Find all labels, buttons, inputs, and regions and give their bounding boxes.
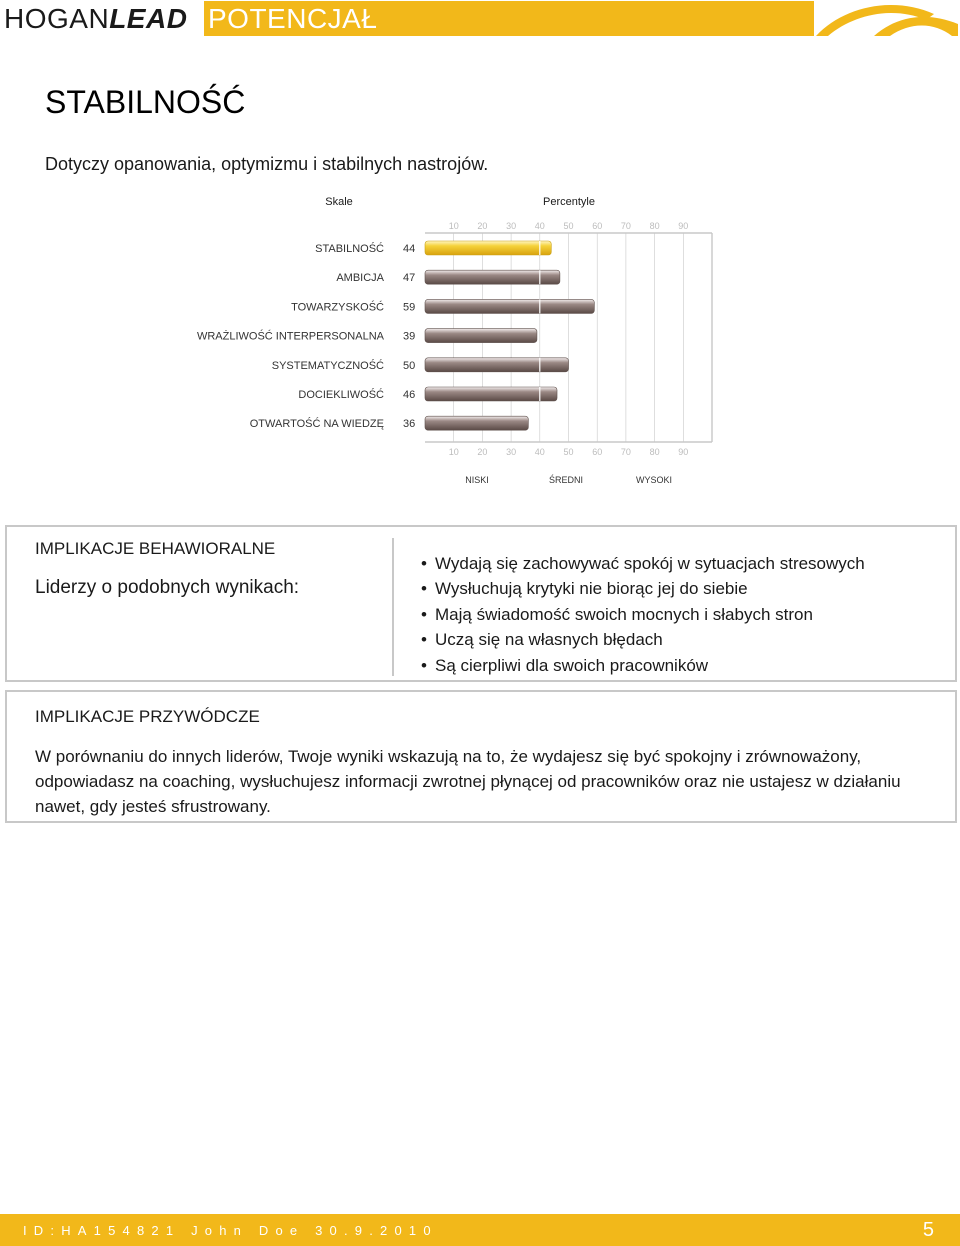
leadership-heading: IMPLIKACJE PRZYWÓDCZE xyxy=(35,707,260,726)
page-description: Dotyczy opanowania, optymizmu i stabilnych nastrojów. xyxy=(45,154,489,174)
tick-label-bottom: 50 xyxy=(563,447,574,457)
page-header xyxy=(0,0,960,36)
tick-label-top: 30 xyxy=(506,221,517,231)
score-value: 44 xyxy=(403,243,416,255)
behavioral-heading: IMPLIKACJE BEHAWIORALNE xyxy=(35,539,276,558)
scale-label: STABILNOŚĆ xyxy=(315,243,384,255)
list-item: • Uczą się na własnych błędach xyxy=(421,627,865,652)
tick-label-bottom: 80 xyxy=(649,447,660,457)
swoosh-logo-icon xyxy=(814,0,960,37)
tick-label-bottom: 90 xyxy=(678,447,689,457)
tick-label-bottom: 20 xyxy=(477,447,488,457)
page-footer xyxy=(0,1214,960,1246)
score-value: 59 xyxy=(403,301,416,314)
bar xyxy=(425,241,551,255)
panel-divider xyxy=(392,538,394,676)
bar xyxy=(425,416,528,430)
list-item: • Mają świadomość swoich mocnych i słabych stron xyxy=(421,602,865,627)
score-values xyxy=(403,243,415,430)
leadership-implications-panel xyxy=(5,690,957,823)
bar xyxy=(425,299,594,313)
scale-label: SYSTEMATYCZNOŚĆ xyxy=(271,359,384,372)
bar xyxy=(425,358,569,372)
tick-label-top: 50 xyxy=(563,221,574,231)
tick-label-top: 40 xyxy=(534,221,545,231)
leadership-text: W porównaniu do innych liderów, Twoje wyniki wskazują na to, że wydajesz się być spokojny i zrównoważony, odpowiadasz na coaching, wysłuchujesz informacji zwrotnej płynącej od pracowników oraz nie ustajesz w działaniu nawet, gdy jesteś sfrustrowany. xyxy=(35,747,901,816)
report-banner-label: POTENCJAŁ xyxy=(208,3,378,34)
score-value: 46 xyxy=(403,389,416,401)
page-title: STABILNOŚĆ xyxy=(45,84,246,120)
scale-label: AMBICJA xyxy=(336,272,384,285)
top-tick-labels xyxy=(449,221,689,231)
scale-label: DOCIEKLIWOŚĆ xyxy=(298,389,384,401)
tick-label-bottom: 70 xyxy=(620,447,631,457)
list-item: • Są cierpliwi dla swoich pracowników xyxy=(421,653,865,678)
footer-id-line: ID:HA154821 John Doe 30.9.2010 xyxy=(23,1223,438,1238)
report-banner xyxy=(204,1,814,36)
band-label: NISKI xyxy=(465,475,489,485)
tick-label-top: 60 xyxy=(592,221,603,231)
bar xyxy=(425,329,537,343)
behavioral-subheading: Liderzy o podobnych wynikach: xyxy=(35,577,300,598)
tick-label-bottom: 40 xyxy=(534,447,545,457)
logo-text-lead: LEAD xyxy=(109,3,188,34)
tick-label-top: 80 xyxy=(649,221,660,231)
tick-label-bottom: 10 xyxy=(448,447,459,457)
behavioral-implications-panel xyxy=(5,525,957,682)
scale-label: OTWARTOŚĆ NA WIEDZĘ xyxy=(249,418,384,431)
tick-label-top: 10 xyxy=(448,221,459,231)
tick-label-top: 90 xyxy=(678,221,689,231)
tick-label-bottom: 30 xyxy=(506,447,517,457)
score-value: 39 xyxy=(403,330,416,343)
list-item: • Wysłuchują krytyki nie biorąc jej do siebie xyxy=(421,576,865,601)
percentiles-header: Percentyle xyxy=(543,196,595,208)
score-value: 47 xyxy=(403,272,416,285)
page-number: 5 xyxy=(922,1219,934,1241)
scale-label: TOWARZYSKOŚĆ xyxy=(291,301,384,314)
band-labels xyxy=(465,474,672,485)
bar xyxy=(425,387,557,401)
bars xyxy=(425,241,594,430)
score-value: 50 xyxy=(403,359,416,372)
hoganlead-logo xyxy=(4,2,187,36)
tick-label-bottom: 60 xyxy=(592,447,603,457)
scale-label: WRAŻLIWOŚĆ INTERPERSONALNA xyxy=(196,330,384,343)
band-label: WYSOKI xyxy=(635,475,673,485)
percentile-chart xyxy=(0,186,960,496)
tick-label-top: 20 xyxy=(477,221,488,231)
behavioral-list xyxy=(421,551,865,678)
score-value: 36 xyxy=(403,418,416,431)
bottom-tick-labels xyxy=(449,447,689,457)
tick-label-top: 70 xyxy=(620,221,631,231)
band-label: ŚREDNI xyxy=(548,475,584,485)
scales-header: Skale xyxy=(325,196,353,208)
logo-text-hogan: HOGAN xyxy=(4,3,110,34)
scale-labels xyxy=(197,242,385,430)
list-item: • Wydają się zachowywać spokój w sytuacjach stresowych xyxy=(421,551,865,576)
